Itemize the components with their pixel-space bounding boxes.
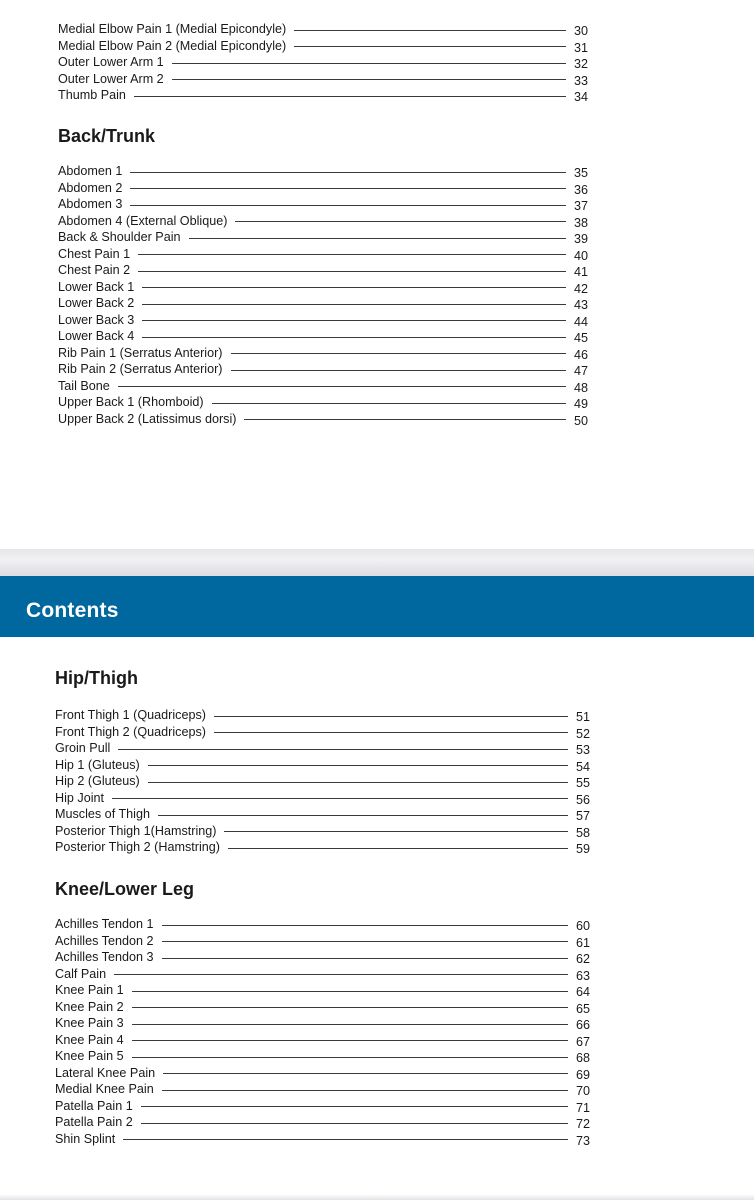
toc-leader-line <box>141 1123 568 1124</box>
toc-entry[interactable] <box>55 823 590 840</box>
toc-entry[interactable] <box>55 1048 590 1065</box>
toc-entry[interactable] <box>58 38 588 55</box>
toc-leader-line <box>162 925 569 926</box>
toc-entry[interactable] <box>55 1015 590 1032</box>
contents-banner <box>0 576 754 637</box>
toc-leader-line <box>294 46 566 47</box>
toc-entry-page-number: 72 <box>575 1117 590 1131</box>
toc-entry-page-number: 68 <box>575 1051 590 1065</box>
toc-entry-label: Knee Pain 3 <box>55 1016 124 1030</box>
toc-page-bottom <box>0 576 754 1200</box>
toc-leader-line <box>142 337 566 338</box>
toc-entry[interactable] <box>55 1098 590 1115</box>
toc-leader-line <box>172 63 566 64</box>
toc-entry[interactable] <box>58 163 588 180</box>
toc-entry[interactable] <box>58 71 588 88</box>
toc-entry[interactable] <box>58 394 588 411</box>
toc-entry-page-number: 59 <box>575 842 590 856</box>
toc-leader-line <box>118 386 566 387</box>
toc-entry-label: Lower Back 4 <box>58 329 135 343</box>
toc-entry[interactable] <box>58 361 588 378</box>
toc-entry-label: Upper Back 1 (Rhomboid) <box>58 395 204 409</box>
toc-leader-line <box>132 1024 568 1025</box>
toc-entry-label: Medial Knee Pain <box>55 1082 154 1096</box>
toc-entry-label: Abdomen 1 <box>58 164 123 178</box>
toc-entry-page-number: 71 <box>575 1100 590 1115</box>
toc-entry-label: Patella Pain 2 <box>55 1115 133 1129</box>
toc-entry[interactable] <box>58 279 588 296</box>
toc-leader-line <box>148 782 568 783</box>
toc-entry[interactable] <box>58 246 588 263</box>
toc-entry[interactable] <box>58 213 588 230</box>
toc-entry-label: Lower Back 2 <box>58 296 135 310</box>
toc-entry-page-number: 63 <box>575 968 590 983</box>
toc-entry-page-number: 49 <box>573 397 588 411</box>
toc-leader-line <box>118 749 568 750</box>
toc-entry-page-number: 40 <box>573 248 588 263</box>
toc-entry-label: Muscles of Thigh <box>55 807 150 821</box>
toc-leader-line <box>130 188 566 189</box>
toc-entry[interactable] <box>55 1081 590 1098</box>
toc-entry[interactable] <box>58 180 588 197</box>
toc-entry-page-number: 34 <box>573 90 588 104</box>
toc-list-knee-lower-leg <box>55 916 590 1147</box>
toc-entry-label: Knee Pain 4 <box>55 1032 124 1047</box>
toc-entry-page-number: 47 <box>573 364 588 378</box>
toc-entry-page-number: 32 <box>573 57 588 71</box>
toc-entry[interactable] <box>55 740 590 757</box>
toc-entry-page-number: 52 <box>575 726 590 741</box>
toc-leader-line <box>142 320 566 321</box>
toc-entry-page-number: 36 <box>573 182 588 197</box>
toc-entry-label: Thumb Pain <box>58 88 126 102</box>
toc-leader-line <box>224 831 568 832</box>
toc-leader-line <box>141 1106 568 1107</box>
toc-entry-page-number: 55 <box>575 776 590 790</box>
toc-entry-label: Groin Pull <box>55 741 111 755</box>
page-separator <box>0 549 754 576</box>
toc-entry-page-number: 35 <box>573 166 588 180</box>
toc-entry-label: Posterior Thigh 2 (Hamstring) <box>55 840 220 854</box>
toc-entry-label: Rib Pain 2 (Serratus Anterior) <box>58 362 223 376</box>
contents-title: Contents <box>26 599 119 622</box>
toc-entry[interactable] <box>55 757 590 774</box>
toc-entry[interactable] <box>55 724 590 741</box>
toc-leader-line <box>162 1090 568 1091</box>
section-heading-hip-thigh: Hip/Thigh <box>55 668 138 688</box>
toc-leader-line <box>294 30 566 31</box>
toc-entry-label: Upper Back 2 (Latissimus dorsi) <box>58 411 237 426</box>
toc-leader-line <box>138 254 566 255</box>
toc-leader-line <box>130 205 566 206</box>
toc-entry-label: Back & Shoulder Pain <box>58 230 181 244</box>
toc-entry[interactable] <box>58 328 588 345</box>
toc-entry-page-number: 61 <box>575 935 590 950</box>
toc-entry-label: Patella Pain 1 <box>55 1098 133 1113</box>
toc-entry-page-number: 33 <box>573 73 588 88</box>
toc-leader-line <box>214 732 568 733</box>
toc-entry-label: Abdomen 4 (External Oblique) <box>58 213 228 228</box>
toc-entry[interactable] <box>58 411 588 428</box>
toc-entry-label: Medial Elbow Pain 2 (Medial Epicondyle) <box>58 38 287 53</box>
toc-entry-page-number: 39 <box>573 232 588 246</box>
toc-entry-label: Lateral Knee Pain <box>55 1065 156 1080</box>
toc-entry[interactable] <box>55 707 590 724</box>
toc-entry-page-number: 50 <box>573 413 588 428</box>
toc-leader-line <box>244 419 566 420</box>
toc-entry[interactable] <box>55 1114 590 1131</box>
toc-entry[interactable] <box>55 916 590 933</box>
toc-entry[interactable] <box>58 345 588 362</box>
toc-leader-line <box>114 974 568 975</box>
toc-entry[interactable] <box>55 806 590 823</box>
toc-leader-line <box>231 370 567 371</box>
toc-entry-label: Hip 2 (Gluteus) <box>55 774 140 788</box>
toc-entry-label: Achilles Tendon 2 <box>55 933 154 948</box>
toc-entry-page-number: 67 <box>575 1034 590 1049</box>
toc-entry[interactable] <box>58 87 588 104</box>
toc-entry-label: Lower Back 1 <box>58 279 135 294</box>
toc-entry-label: Shin Splint <box>55 1131 116 1146</box>
toc-leader-line <box>132 1040 568 1041</box>
toc-entry-label: Achilles Tendon 3 <box>55 950 154 964</box>
toc-entry-page-number: 70 <box>575 1084 590 1098</box>
toc-entry[interactable] <box>58 54 588 71</box>
toc-entry-page-number: 62 <box>575 952 590 966</box>
toc-leader-line <box>163 1073 568 1074</box>
toc-leader-line <box>132 1057 568 1058</box>
toc-entry[interactable] <box>58 295 588 312</box>
toc-entry-label: Outer Lower Arm 2 <box>58 71 164 86</box>
toc-entry-page-number: 51 <box>575 710 590 724</box>
toc-leader-line <box>132 991 568 992</box>
toc-entry-page-number: 38 <box>573 215 588 230</box>
toc-entry[interactable] <box>55 1032 590 1049</box>
toc-entry-page-number: 64 <box>575 985 590 999</box>
toc-entry[interactable] <box>55 839 590 856</box>
toc-entry-page-number: 73 <box>575 1133 590 1148</box>
toc-entry-page-number: 56 <box>575 792 590 807</box>
toc-leader-line <box>142 287 566 288</box>
toc-entry-label: Chest Pain 1 <box>58 246 131 261</box>
toc-entry[interactable] <box>58 196 588 213</box>
toc-entry-label: Outer Lower Arm 1 <box>58 55 164 69</box>
toc-leader-line <box>235 221 566 222</box>
toc-entry-page-number: 37 <box>573 199 588 213</box>
toc-entry-page-number: 60 <box>575 919 590 933</box>
toc-entry-label: Calf Pain <box>55 966 107 981</box>
toc-entry-label: Achilles Tendon 1 <box>55 917 154 931</box>
toc-entry[interactable] <box>55 790 590 807</box>
toc-list-arm <box>58 21 588 104</box>
toc-entry-label: Front Thigh 1 (Quadriceps) <box>55 708 206 722</box>
toc-entry-label: Abdomen 3 <box>58 197 123 211</box>
toc-entry-page-number: 41 <box>573 265 588 279</box>
toc-entry-page-number: 44 <box>573 314 588 329</box>
toc-entry-page-number: 45 <box>573 331 588 345</box>
toc-entry-page-number: 30 <box>573 24 588 38</box>
toc-entry[interactable] <box>55 773 590 790</box>
toc-leader-line <box>112 798 568 799</box>
toc-leader-line <box>138 271 566 272</box>
toc-entry-label: Posterior Thigh 1(Hamstring) <box>55 823 217 838</box>
toc-entry-page-number: 57 <box>575 809 590 823</box>
page-bottom-edge <box>0 1194 754 1200</box>
toc-entry-page-number: 66 <box>575 1018 590 1032</box>
toc-leader-line <box>148 765 568 766</box>
toc-entry-label: Knee Pain 1 <box>55 983 124 997</box>
toc-entry-label: Hip 1 (Gluteus) <box>55 757 140 772</box>
toc-leader-line <box>189 238 566 239</box>
toc-entry-label: Chest Pain 2 <box>58 263 131 277</box>
toc-entry[interactable] <box>58 378 588 395</box>
toc-leader-line <box>130 172 566 173</box>
toc-entry[interactable] <box>55 949 590 966</box>
toc-list-back-trunk <box>58 163 588 427</box>
toc-entry[interactable] <box>58 262 588 279</box>
toc-entry[interactable] <box>58 312 588 329</box>
toc-leader-line <box>162 941 569 942</box>
toc-entry-label: Medial Elbow Pain 1 (Medial Epicondyle) <box>58 22 287 36</box>
toc-entry-page-number: 48 <box>573 380 588 395</box>
toc-entry-label: Lower Back 3 <box>58 312 135 327</box>
toc-leader-line <box>142 304 566 305</box>
toc-entry-page-number: 53 <box>575 743 590 757</box>
toc-entry-page-number: 31 <box>573 40 588 55</box>
section-heading-knee-lower-leg: Knee/Lower Leg <box>55 879 195 899</box>
toc-leader-line <box>228 848 568 849</box>
toc-entry-page-number: 69 <box>575 1067 590 1082</box>
toc-entry[interactable] <box>58 21 588 38</box>
toc-entry-label: Front Thigh 2 (Quadriceps) <box>55 724 206 739</box>
toc-entry-label: Rib Pain 1 (Serratus Anterior) <box>58 345 223 360</box>
toc-entry-page-number: 42 <box>573 281 588 296</box>
toc-entry[interactable] <box>55 1131 590 1148</box>
toc-leader-line <box>134 96 566 97</box>
toc-leader-line <box>214 716 568 717</box>
toc-entry[interactable] <box>55 1065 590 1082</box>
toc-leader-line <box>162 958 569 959</box>
toc-leader-line <box>212 403 566 404</box>
toc-entry-page-number: 46 <box>573 347 588 362</box>
toc-entry-label: Abdomen 2 <box>58 180 123 195</box>
toc-entry-label: Hip Joint <box>55 790 104 805</box>
toc-entry-page-number: 65 <box>575 1001 590 1016</box>
toc-entry-label: Tail Bone <box>58 378 110 393</box>
toc-leader-line <box>231 353 567 354</box>
toc-entry[interactable] <box>58 229 588 246</box>
toc-entry-page-number: 43 <box>573 298 588 312</box>
toc-entry-page-number: 54 <box>575 759 590 774</box>
toc-entry-label: Knee Pain 2 <box>55 999 124 1014</box>
toc-entry[interactable] <box>55 999 590 1016</box>
toc-page-top <box>0 0 754 549</box>
toc-list-hip-thigh <box>55 707 590 856</box>
toc-entry-page-number: 58 <box>575 825 590 840</box>
toc-entry[interactable] <box>55 966 590 983</box>
toc-leader-line <box>132 1007 568 1008</box>
toc-entry[interactable] <box>55 933 590 950</box>
toc-leader-line <box>158 815 568 816</box>
toc-entry-label: Knee Pain 5 <box>55 1049 124 1063</box>
toc-leader-line <box>123 1139 568 1140</box>
toc-leader-line <box>172 79 566 80</box>
section-heading-back-trunk: Back/Trunk <box>58 126 156 146</box>
toc-entry[interactable] <box>55 982 590 999</box>
